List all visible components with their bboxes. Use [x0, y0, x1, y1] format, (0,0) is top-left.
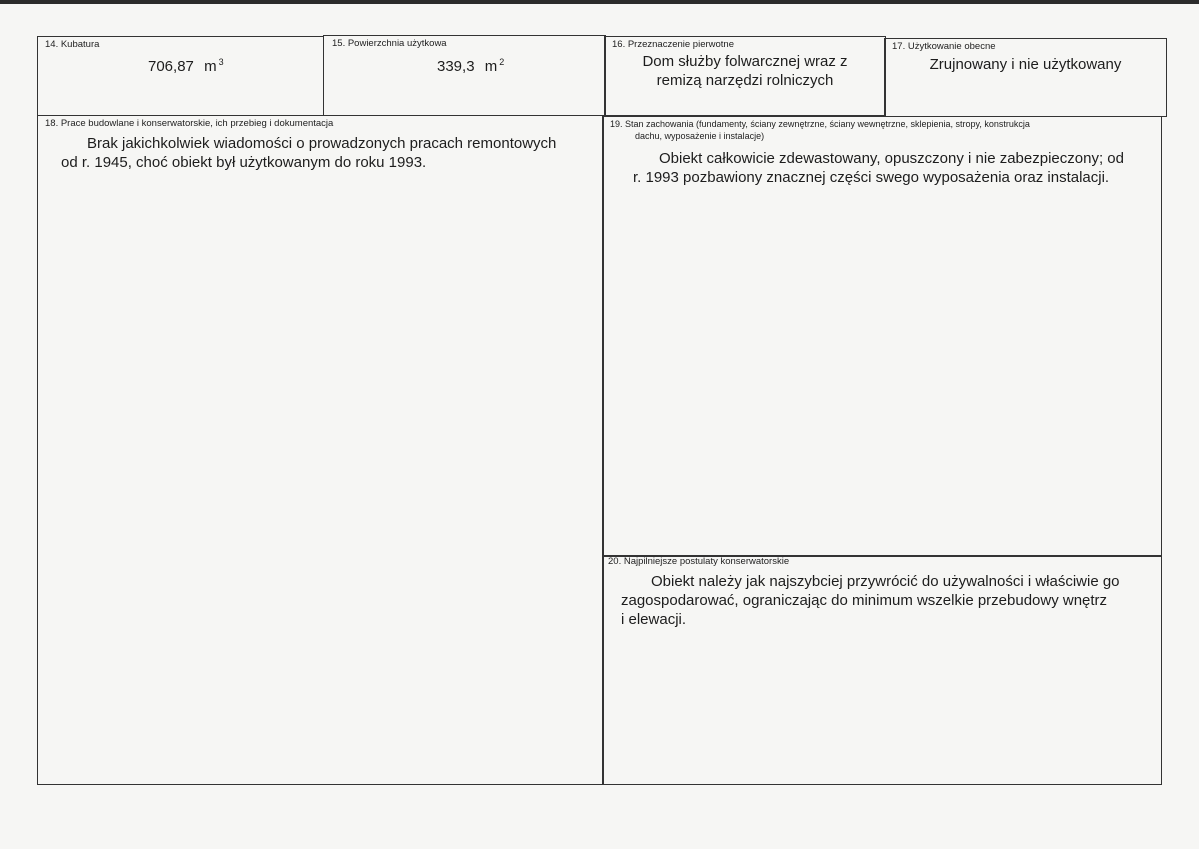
field-18-label: 18. Prace budowlane i konserwatorskie, ich przebieg i dokumentacja: [45, 118, 334, 129]
field-16-line-1: Dom służby folwarcznej wraz z: [642, 53, 848, 70]
field-20-label: 20. Najpilniejsze postulaty konserwatorskie: [608, 556, 790, 567]
field-19-value: [633, 149, 1158, 187]
field-20-postulaty: [602, 555, 1162, 785]
scan-top-edge: [0, 0, 1199, 4]
field-19-line-2: r. 1993 pozbawiony znacznej części swego wyposażenia oraz instalacji.: [633, 169, 1110, 186]
field-16-line-2: remizą narzędzi rolniczych: [656, 72, 834, 89]
field-19-label-line-2: dachu, wyposażenie i instalacje): [635, 131, 765, 141]
field-15-powierzchnia: [323, 35, 606, 116]
field-15-unit: m: [484, 58, 498, 75]
field-15-value: [437, 53, 504, 76]
field-14-exponent: 3: [218, 57, 224, 67]
field-20-line-3: i elewacji.: [621, 611, 687, 628]
field-15-label: 15. Powierzchnia użytkowa: [332, 38, 447, 49]
field-14-value: [148, 53, 224, 76]
field-15-number: 339,3: [437, 58, 475, 75]
field-14-label: 14. Kubatura: [45, 39, 100, 50]
field-20-value: [621, 572, 1156, 629]
field-17-uzytkowanie: [884, 38, 1167, 117]
field-18-line-2: od r. 1945, choć obiekt był użytkowanym do roku 1993.: [61, 154, 427, 171]
field-19-line-1: Obiekt całkowicie zdewastowany, opuszczony i nie zabezpieczony; od: [659, 150, 1124, 167]
field-20-line-1: Obiekt należy jak najszybciej przywrócić do używalności i właściwie go: [651, 573, 1120, 590]
field-17-value: Zrujnowany i nie użytkowany: [929, 56, 1122, 73]
field-18-value: [61, 134, 601, 172]
field-19-label-line-1: 19. Stan zachowania (fundamenty, ściany zewnętrzne, ściany wewnętrzne, sklepienia, stropy, konstrukcja: [610, 119, 1030, 129]
field-19-stan-zachowania: [602, 116, 1162, 557]
field-16-przeznaczenie: [604, 36, 886, 116]
field-17-label: 17. Użytkowanie obecne: [892, 41, 996, 52]
field-14-unit: m: [204, 58, 217, 75]
field-18-line-1: Brak jakichkolwiek wiadomości o prowadzonych pracach remontowych: [87, 135, 557, 152]
field-18-prace-budowlane: [37, 115, 604, 785]
field-16-label: 16. Przeznaczenie pierwotne: [612, 39, 734, 50]
field-20-line-2: zagospodarować, ograniczając do minimum wszelkie przebudowy wnętrz: [621, 592, 1108, 609]
field-14-number: 706,87: [148, 58, 194, 75]
field-15-exponent: 2: [499, 57, 505, 67]
field-16-value: [605, 52, 885, 90]
field-14-kubatura: [37, 36, 324, 116]
